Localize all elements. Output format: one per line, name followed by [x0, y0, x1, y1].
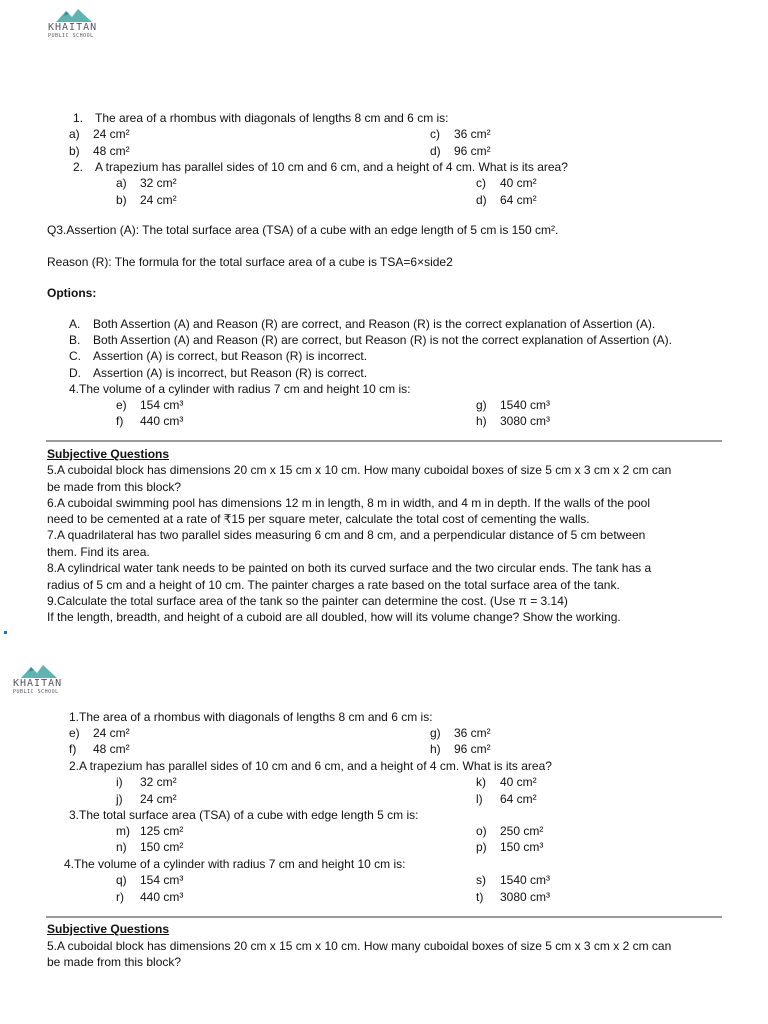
reason-text: Reason (R): The formula for the total surface area of a cube is TSA=6×side2	[47, 255, 453, 269]
option-value: 48 cm²	[93, 144, 130, 158]
option-r	[116, 890, 183, 905]
option-value: 150 cm²	[140, 840, 184, 854]
option-e	[69, 726, 130, 741]
option-text: Both Assertion (A) and Reason (R) are correct, but Reason (R) is not the correct explanation of Assertion (A).	[93, 333, 672, 347]
option-value: 3080 cm³	[500, 414, 551, 428]
option-j	[116, 792, 177, 807]
option-letter: e)	[116, 398, 127, 412]
option-i	[116, 775, 177, 790]
option-value: 64 cm²	[500, 193, 537, 207]
option-k	[476, 775, 537, 790]
subjective-heading: Subjective Questions	[47, 922, 170, 936]
option-letter: g)	[430, 726, 441, 740]
mountain-logo-icon	[21, 664, 57, 678]
option-d	[430, 144, 491, 159]
option-value: 96 cm²	[454, 144, 491, 158]
option-b	[116, 193, 177, 208]
option-letter: l)	[476, 792, 483, 806]
option-letter: c)	[430, 127, 440, 141]
option-value: 96 cm²	[454, 742, 491, 756]
subjective-line: be made from this block?	[47, 955, 182, 969]
option-o	[476, 824, 543, 839]
option-value: 40 cm²	[500, 176, 537, 190]
question-text: The area of a rhombus with diagonals of lengths 8 cm and 6 cm is:	[95, 111, 449, 125]
option-letter: D.	[69, 366, 81, 380]
section-divider	[46, 440, 722, 442]
option-letter: p)	[476, 840, 487, 854]
option-c	[476, 176, 537, 191]
option-letter: t)	[476, 890, 484, 904]
assertion-text: Q3.Assertion (A): The total surface area (TSA) of a cube with an edge length of 5 cm is 150 cm².	[47, 223, 559, 237]
option-b	[69, 144, 130, 159]
subjective-line: be made from this block?	[47, 480, 182, 494]
option-value: 150 cm³	[500, 840, 544, 854]
option-value: 440 cm³	[140, 890, 184, 904]
option-text: Both Assertion (A) and Reason (R) are correct, and Reason (R) is the correct explanation of Assertion (A).	[93, 317, 656, 331]
option-h	[430, 742, 491, 757]
subjective-line: 7.A quadrilateral has two parallel sides measuring 6 cm and 8 cm, and a perpendicular distance of 5 cm between	[47, 528, 646, 542]
subjective-line: need to be cemented at a rate of ₹15 per square meter, calculate the total cost of cementing the walls.	[47, 512, 590, 526]
option-value: 1540 cm³	[500, 873, 551, 887]
school-logo	[48, 8, 98, 39]
subjective-heading: Subjective Questions	[47, 447, 170, 461]
subjective-line: them. Find its area.	[47, 545, 150, 559]
option-letter: c)	[476, 176, 486, 190]
question-1: 1.The area of a rhombus with diagonals of lengths 8 cm and 6 cm is:	[69, 710, 433, 724]
subjective-line: 5.A cuboidal block has dimensions 20 cm x 15 cm x 10 cm. How many cuboidal boxes of size 5 cm x 3 cm x 2 cm can	[47, 939, 672, 953]
option-value: 3080 cm³	[500, 890, 551, 904]
question-text: A trapezium has parallel sides of 10 cm and 6 cm, and a height of 4 cm. What is its area?	[95, 160, 568, 174]
option-value: 40 cm²	[500, 775, 537, 789]
question-1	[73, 111, 449, 126]
option-letter: k)	[476, 775, 486, 789]
option-letter: j)	[116, 792, 123, 806]
question-2	[73, 160, 568, 175]
option-value: 154 cm³	[140, 398, 184, 412]
option-value: 48 cm²	[93, 742, 130, 756]
option-n	[116, 840, 183, 855]
option-letter: d)	[476, 193, 487, 207]
option-e	[116, 398, 183, 413]
option-value: 24 cm²	[140, 792, 177, 806]
school-logo	[13, 664, 63, 695]
option-f	[116, 414, 183, 429]
options-label: Options:	[47, 286, 97, 300]
option-letter: b)	[69, 144, 80, 158]
option-letter: h)	[476, 414, 487, 428]
option-a	[116, 176, 177, 191]
option-letter: s)	[476, 873, 486, 887]
option-value: 250 cm²	[500, 824, 544, 838]
option-c	[430, 127, 491, 142]
subjective-line: If the length, breadth, and height of a cuboid are all doubled, how will its volume change? Show the working.	[47, 610, 621, 624]
option-letter: B.	[69, 333, 81, 347]
option-g	[430, 726, 491, 741]
logo-name: KHAITAN	[48, 22, 98, 33]
option-letter: A.	[69, 317, 81, 331]
option-letter: h)	[430, 742, 441, 756]
option-letter: q)	[116, 873, 127, 887]
option-letter: C.	[69, 349, 81, 363]
option-value: 125 cm²	[140, 824, 184, 838]
option-a	[69, 127, 130, 142]
option-value: 24 cm²	[140, 193, 177, 207]
option-letter: o)	[476, 824, 487, 838]
option-B	[69, 333, 672, 348]
option-text: Assertion (A) is incorrect, but Reason (R) is correct.	[93, 366, 368, 380]
option-letter: m)	[116, 824, 130, 838]
logo-name: KHAITAN	[13, 678, 63, 689]
page-marker	[4, 631, 7, 634]
question-4: 4.The volume of a cylinder with radius 7 cm and height 10 cm is:	[69, 382, 411, 396]
option-D	[69, 366, 367, 381]
option-m	[116, 824, 183, 839]
option-text: Assertion (A) is correct, but Reason (R) is incorrect.	[93, 349, 368, 363]
logo-subtitle: PUBLIC SCHOOL	[13, 689, 59, 695]
option-value: 32 cm²	[140, 775, 177, 789]
question-4: 4.The volume of a cylinder with radius 7 cm and height 10 cm is:	[64, 857, 406, 871]
option-value: 36 cm²	[454, 127, 491, 141]
option-letter: n)	[116, 840, 127, 854]
option-q	[116, 873, 183, 888]
option-letter: g)	[476, 398, 487, 412]
option-letter: b)	[116, 193, 127, 207]
option-letter: f)	[69, 742, 77, 756]
question-3: 3.The total surface area (TSA) of a cube with edge length 5 cm is:	[69, 808, 419, 822]
option-s	[476, 873, 550, 888]
option-d	[476, 193, 537, 208]
mountain-logo-icon	[56, 8, 92, 22]
question-number: 2.	[73, 160, 84, 174]
option-f	[69, 742, 130, 757]
question-2: 2.A trapezium has parallel sides of 10 cm and 6 cm, and a height of 4 cm. What is its area?	[69, 759, 552, 773]
subjective-line: 5.A cuboidal block has dimensions 20 cm x 15 cm x 10 cm. How many cuboidal boxes of size 5 cm x 3 cm x 2 cm can	[47, 463, 672, 477]
option-value: 24 cm²	[93, 127, 130, 141]
logo-subtitle: PUBLIC SCHOOL	[48, 33, 94, 39]
option-letter: a)	[69, 127, 80, 141]
option-value: 154 cm³	[140, 873, 184, 887]
option-value: 24 cm²	[93, 726, 130, 740]
option-l	[476, 792, 537, 807]
option-A	[69, 317, 655, 332]
option-letter: i)	[116, 775, 123, 789]
subjective-line: 9.Calculate the total surface area of the tank so the painter can determine the cost. (Use π = 3.14)	[47, 594, 568, 608]
option-value: 1540 cm³	[500, 398, 551, 412]
option-letter: a)	[116, 176, 127, 190]
subjective-line: 6.A cuboidal swimming pool has dimensions 12 m in length, 8 m in width, and 4 m in depth. If the walls of the pool	[47, 496, 650, 510]
option-letter: f)	[116, 414, 124, 428]
option-letter: d)	[430, 144, 441, 158]
option-p	[476, 840, 543, 855]
option-g	[476, 398, 550, 413]
option-C	[69, 349, 367, 364]
option-value: 440 cm³	[140, 414, 184, 428]
option-letter: r)	[116, 890, 124, 904]
option-value: 64 cm²	[500, 792, 537, 806]
subjective-line: radius of 5 cm and a height of 10 cm. The painter charges a rate based on the total surface area of the tank.	[47, 578, 620, 592]
section-divider	[46, 916, 722, 918]
option-h	[476, 414, 550, 429]
option-value: 36 cm²	[454, 726, 491, 740]
subjective-line: 8.A cylindrical water tank needs to be painted on both its curved surface and the two circular ends. The tank has a	[47, 561, 652, 575]
option-value: 32 cm²	[140, 176, 177, 190]
option-letter: e)	[69, 726, 80, 740]
question-number: 1.	[73, 111, 84, 125]
option-t	[476, 890, 550, 905]
